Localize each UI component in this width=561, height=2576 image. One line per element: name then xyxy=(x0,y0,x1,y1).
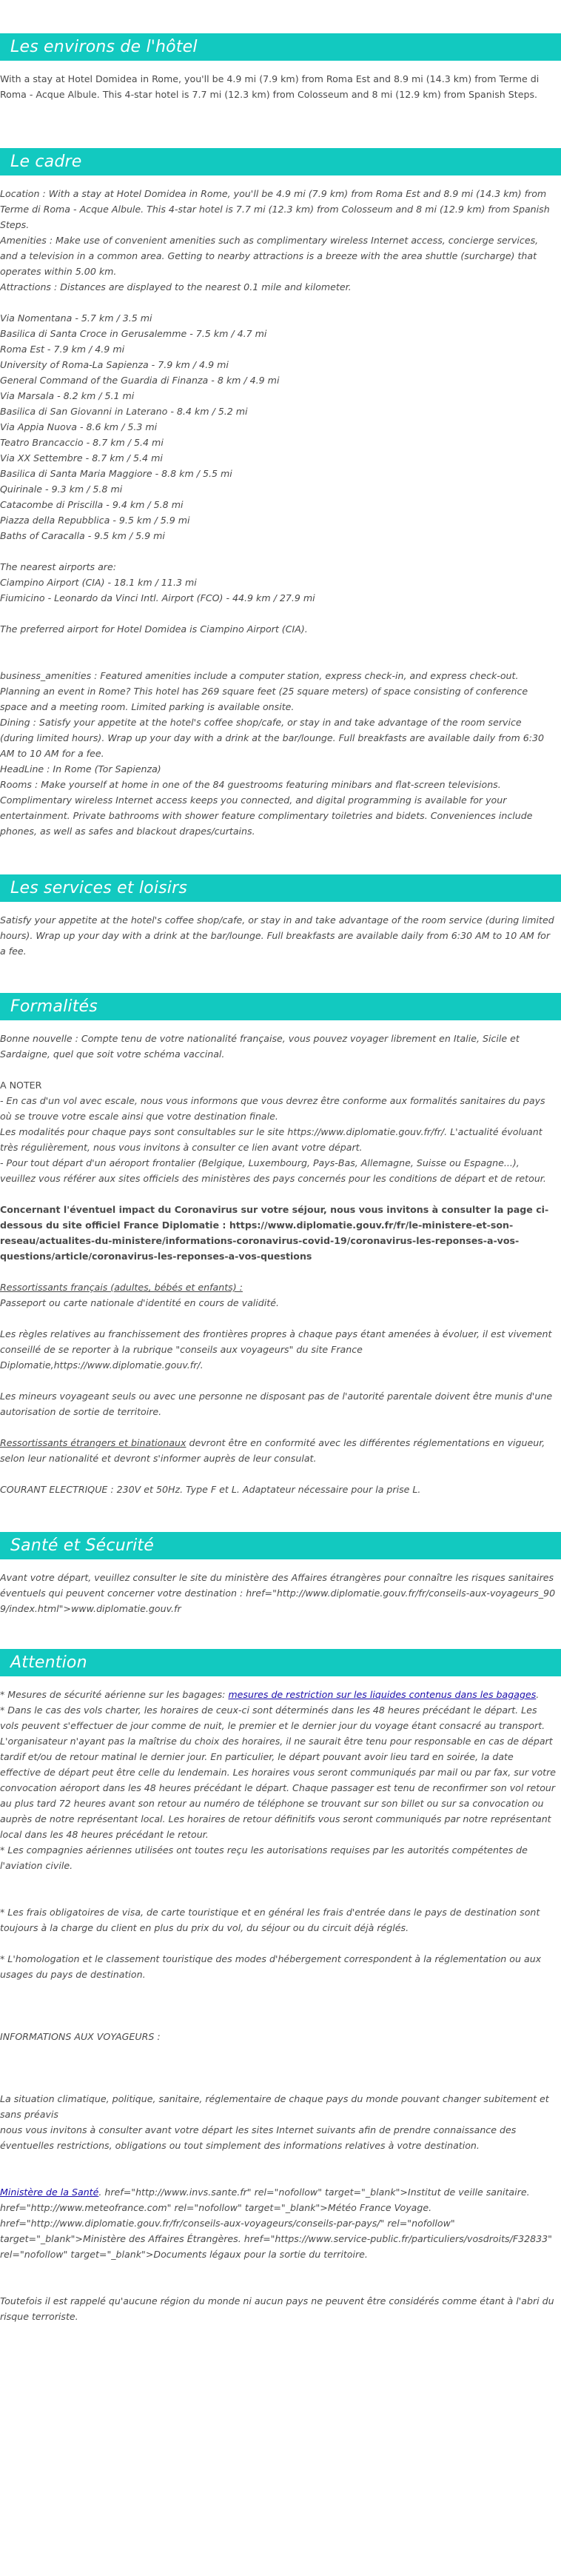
french-nationals-title: Ressortissants français (adultes, bébés et enfants) : xyxy=(0,1282,243,1293)
list-item: University of Roma-La Sapienza - 7.9 km / 4.9 mi xyxy=(0,359,229,370)
section-services xyxy=(0,839,561,959)
info-voyageurs-title: INFORMATIONS AUX VOYAGEURS : xyxy=(0,2031,161,2042)
list-item: Teatro Brancaccio - 8.7 km / 5.4 mi xyxy=(0,437,164,448)
section-formalites xyxy=(0,959,561,1497)
dining: Dining : Satisfy your appetite at the hotel's coffee shop/cafe, or stay in and take advantage of the room service (during limited hours). Wrap up your day with a drink at the bar/lounge. Full breakfasts are available daily from 6:30 AM to 10 AM for a fee. xyxy=(0,717,545,759)
luggage-measures xyxy=(0,1687,557,1702)
foreign-nationals-text: devront être en conformité avec les différentes réglementations en vigueur, selon leur nationalité et devront s'informer auprès de leur consulat. xyxy=(0,1437,545,1464)
list-item: Basilica di Santa Maria Maggiore - 8.8 km / 5.5 mi xyxy=(0,468,232,479)
section-title-cadre: Le cadre xyxy=(10,152,82,171)
list-item: Quirinale - 9.3 km / 5.8 mi xyxy=(0,484,123,495)
list-item: Roma Est - 7.9 km / 4.9 mi xyxy=(0,344,125,355)
luggage-measures-label: * Mesures de sécurité aérienne sur les bagages: xyxy=(0,1689,229,1700)
charter-schedules: * Dans le cas des vols charter, les horaires de ceux-ci sont déterminés dans les 48 heures précédant le départ. Les vols peuvent s'effectuer de jour comme de nuit, le premier et le dernier jour du voyage étant consacré au transport. L'organisateur n'ayant pas la maîtrise du choix des horaires, il ne saurait être tenu pour responsable en cas de départ tardif et/ou de retour matinal le dernier jour. En particulier, le départ pouvant avoir lieu tard en soirée, la date effective de départ peut être celle du lendemain. Les horaires vous seront communiqués par mail ou par fax, sur votre convocation aéroport dans les 48 heures précédant le départ. Chaque passager est tenu de reconfirmer son vol retour au plus tard 72 heures avant son retour au numéro de téléphone se trouvant sur son billet ou sur sa convocation ou auprès de notre représentant local. Les horaires de retour définitifs vous seront communiqués par notre représentant local dans les 48 heures précédant le retour. xyxy=(0,1704,557,1840)
section-title-environs: Les environs de l'hôtel xyxy=(10,37,198,56)
terror-risk: Toutefois il est rappelé qu'aucune région du monde ni aucun pays ne peuvent être considérés comme étant à l'abri du risque terroriste. xyxy=(0,2295,554,2322)
services-text: Satisfy your appetite at the hotel's coffee shop/cafe, or stay in and take advantage of the room service (during limited hours). Wrap up your day with a drink at the bar/lounge. Full breakfasts are available daily from 6:30 AM to 10 AM for a fee. xyxy=(0,914,554,957)
section-cadre xyxy=(0,102,561,839)
section-environs xyxy=(0,0,561,102)
situation-text-1: La situation climatique, politique, sanitaire, réglementaire de chaque pays du monde pouvant changer subitement et sans préavis xyxy=(0,2093,549,2120)
cadre-attractions: Attractions : Distances are displayed to the nearest 0.1 mile and kilometer. xyxy=(0,281,352,292)
business-amenities: business_amenities : Featured amenities include a computer station, express check-in, and express check-out. Planning an event in Rome? This hotel has 269 square feet (25 square meters) of space consisting of conference space and a meeting room. Limited parking is available onsite. xyxy=(0,670,528,712)
list-item: Baths of Caracalla - 9.5 km / 5.9 mi xyxy=(0,530,165,541)
headline: HeadLine : In Rome (Tor Sapienza) xyxy=(0,763,161,775)
note-stopover: - En cas d'un vol avec escale, nous vous informons que vous devrez être conforme aux formalités sanitaires du pays où se trouve votre escale ainsi que votre destination finale. xyxy=(0,1095,545,1122)
liquids-restriction-link[interactable]: mesures de restriction sur les liquides contenus dans les bagages xyxy=(228,1689,537,1700)
cadre-location: Location : With a stay at Hotel Domidea in Rome, you'll be 4.9 mi (7.9 km) from Roma Est and 8.9 mi (14.3 km) from Terme di Roma - Acque Albule. This 4-star hotel is 7.7 mi (12.3 km) from Colosseum and 8 mi (12.9 km) from Spanish Steps. xyxy=(0,188,550,230)
rooms: Rooms : Make yourself at home in one of the 84 guestrooms featuring minibars and flat-screen televisions. Complimentary wireless Internet access keeps you connected, and digital programming is available for your entertainment. Private bathrooms with shower feature complimentary toiletries and bidets. Conveniences include phones, as well as safes and blackout drapes/curtains. xyxy=(0,779,533,837)
section-title-attention: Attention xyxy=(10,1653,87,1672)
section-header-services xyxy=(0,874,561,902)
french-nationals-text: Passeport ou carte nationale d'identité en cours de validité. xyxy=(0,1297,279,1308)
note-title: A NOTER xyxy=(0,1080,42,1091)
list-item: Via XX Settembre - 8.7 km / 5.4 mi xyxy=(0,452,163,464)
list-item: Basilica di San Giovanni in Laterano - 8.4 km / 5.2 mi xyxy=(0,406,248,417)
foreign-nationals-title: Ressortissants étrangers et binationaux xyxy=(0,1437,187,1448)
section-header-cadre xyxy=(0,148,561,175)
section-header-attention xyxy=(0,1649,561,1676)
sante-text: Avant votre départ, veuillez consulter le site du ministère des Affaires étrangères pour connaître les risques sanitaires éventuels qui peuvent concerner votre destination : href="http://www.diplomatie.gouv.fr/fr/conseils-aux-voyageurs_909/index.html">www.diplomatie.gouv.fr xyxy=(0,1572,556,1614)
attractions-list xyxy=(0,310,557,543)
minors-text: Les mineurs voyageant seuls ou avec une personne ne disposant pas de l'autorité parentale doivent être munis d'une autorisation de sortie de territoire. xyxy=(0,1391,553,1417)
section-title-services: Les services et loisirs xyxy=(10,878,188,897)
section-header-environs xyxy=(0,33,561,61)
useful-links-text: . href="http://www.invs.sante.fr" rel="nofollow" target="_blank">Institut de veille sanitaire. href="http://www.meteofrance.com" rel="nofollow" target="_blank">Météo France Voyage. href="http://www.diplomatie.gouv.fr/fr/conseils-aux-voyageurs/conseils-par-pays/" rel="nofollow" target="_blank">Ministère des Affaires Étrangères. href="https://www.service-public.fr/particuliers/vosdroits/F32833" rel="nofollow" target="_blank">Documents légaux pour la sortie du territoire. xyxy=(0,2187,552,2260)
foreign-nationals xyxy=(0,1435,557,1466)
section-header-sante xyxy=(0,1532,561,1559)
useful-links xyxy=(0,2184,557,2262)
border-rules: Les règles relatives au franchissement des frontières propres à chaque pays étant amenées à évoluer, il est vivement conseillé de se reporter à la rubrique "conseils aux voyageurs" du site France Diplomatie,https://www.diplomatie.gouv.fr/. xyxy=(0,1328,552,1371)
cadre-amenities: Amenities : Make use of convenient amenities such as complimentary wireless Internet access, concierge services, and a television in a common area. Getting to nearby attractions is a breeze with the area shuttle (surcharge) that operates within 5.00 km. xyxy=(0,235,539,277)
preferred-airport: The preferred airport for Hotel Domidea is Ciampino Airport (CIA). xyxy=(0,623,308,635)
note-modalities: Les modalités pour chaque pays sont consultables sur le site https://www.diplomatie.gouv.fr/fr/. L'actualité évoluant très régulièrement, nous vous invitons à consulter ce lien avant votre départ. xyxy=(0,1126,542,1153)
list-item: Ciampino Airport (CIA) - 18.1 km / 11.3 mi xyxy=(0,577,197,588)
homologation: * L'homologation et le classement touristique des modes d'hébergement correspondent à la réglementation ou aux usages du pays de destination. xyxy=(0,1953,542,1980)
electric-info: COURANT ELECTRIQUE : 230V et 50Hz. Type F et L. Adaptateur nécessaire pour la prise L. xyxy=(0,1484,421,1495)
mandatory-fees: * Les frais obligatoires de visa, de carte touristique et en général les frais d'entrée dans le pays de destination sont toujours à la charge du client en plus du prix du vol, du séjour ou du circuit déjà réglés. xyxy=(0,1907,540,1933)
section-attention xyxy=(0,1616,561,2324)
list-item: Via Marsala - 8.2 km / 5.1 mi xyxy=(0,390,135,401)
list-item: Via Appia Nuova - 8.6 km / 5.3 mi xyxy=(0,421,158,432)
ministere-sante-link[interactable]: Ministère de la Santé xyxy=(0,2187,99,2198)
formalites-intro: Bonne nouvelle : Compte tenu de votre nationalité française, vous pouvez voyager librement en Italie, Sicile et Sardaigne, quel que soit votre schéma vaccinal. xyxy=(0,1033,520,1060)
list-item: Via Nomentana - 5.7 km / 3.5 mi xyxy=(0,312,152,324)
section-header-formalites xyxy=(0,993,561,1020)
section-sante xyxy=(0,1497,561,1616)
note-border-airport: - Pour tout départ d'un aéroport frontalier (Belgique, Luxembourg, Pays-Bas, Allemagne, Suisse ou Espagne...), veuillez vous référer aux sites officiels des ministères des pays concernés pour les conditions de départ et de retour. xyxy=(0,1157,546,1184)
situation-text-2: nous vous invitons à consulter avant votre départ les sites Internet suivants afin de prendre connaissance des éventuelles restrictions, obligations ou tout simplement des informations relatives à votre destination. xyxy=(0,2124,517,2151)
section-title-sante: Santé et Sécurité xyxy=(10,1536,154,1555)
list-item: Fiumicino - Leonardo da Vinci Intl. Airport (FCO) - 44.9 km / 27.9 mi xyxy=(0,592,315,603)
covid-info: Concernant l'éventuel impact du Coronavirus sur votre séjour, nous vous invitons à consulter la page ci-dessous du site officiel France Diplomatie : https://www.diplomatie.gouv.fr/fr/le-ministere-et-son-reseau/actualites-du-ministere/informations-coronavirus-covid-19/coronavirus-les-reponses-a-vos-questions/article/coronavirus-les-reponses-a-vos-questions xyxy=(0,1204,549,1262)
airlines-authorisations: * Les compagnies aériennes utilisées ont toutes reçu les autorisations requises par les autorités compétentes de l'aviation civile. xyxy=(0,1844,528,1871)
list-item: Basilica di Santa Croce in Gerusalemme - 7.5 km / 4.7 mi xyxy=(0,328,267,339)
airports-title: The nearest airports are: xyxy=(0,561,116,572)
section-title-formalites: Formalités xyxy=(10,997,98,1016)
list-item: General Command of the Guardia di Finanza - 8 km / 4.9 mi xyxy=(0,375,280,386)
list-item: Catacombe di Priscilla - 9.4 km / 5.8 mi xyxy=(0,499,184,510)
list-item: Piazza della Repubblica - 9.5 km / 5.9 mi xyxy=(0,515,190,526)
environs-text: With a stay at Hotel Domidea in Rome, you'll be 4.9 mi (7.9 km) from Roma Est and 8.9 mi (14.3 km) from Terme di Roma - Acque Albule. This 4-star hotel is 7.7 mi (12.3 km) from Colosseum and 8 mi (12.9 km) from Spanish Steps. xyxy=(0,73,540,100)
luggage-measures-end: . xyxy=(536,1689,540,1700)
